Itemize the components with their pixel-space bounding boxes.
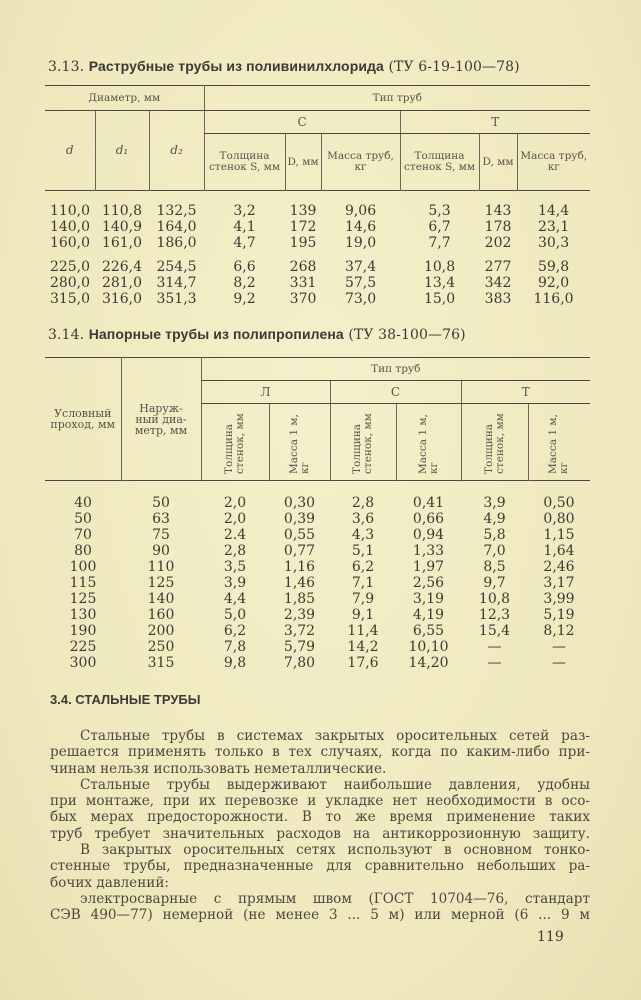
table-cell: 3,6 — [351, 511, 375, 527]
header-mass-l: Масса 1 м, кг — [287, 413, 311, 474]
table-cell: — — [552, 655, 566, 671]
table-cell: 50 — [74, 511, 92, 527]
table-cell: 115 — [69, 575, 97, 591]
table-row — [45, 275, 590, 291]
header-D-c: D, мм — [285, 134, 321, 191]
text-line: В закрытых оросительных сетях используют в основном тонко- — [80, 842, 590, 859]
text-line: бых мерах предосторожности. В то же время применение таких — [50, 809, 590, 826]
table-cell: 7,8 — [223, 639, 247, 655]
table-cell: 110,0 — [49, 203, 91, 219]
table-cell: — — [552, 639, 566, 655]
table-cell: 1,64 — [543, 543, 575, 559]
table-cell: 57,5 — [344, 275, 377, 291]
text-line: чинам нельзя использовать неметаллические. — [50, 760, 387, 777]
table-cell: 14,4 — [537, 203, 570, 219]
table-cell: 5,8 — [483, 527, 506, 543]
table-cell: 2,8 — [351, 495, 375, 511]
header-wall-c: Толщина стенок, мм — [351, 412, 374, 474]
table-cell: 9,2 — [233, 291, 256, 307]
table-standard: (ТУ 38-100—76) — [348, 327, 466, 343]
table-cell: 37,4 — [344, 259, 377, 275]
table-cell: 383 — [484, 291, 512, 307]
table-cell: 130 — [69, 607, 97, 623]
header-nominal: Условный проход, мм — [50, 407, 116, 431]
table-314-body — [45, 481, 590, 672]
table-cell: 0,94 — [412, 527, 445, 543]
table-cell: 8,12 — [543, 623, 575, 639]
table-cell: 3,9 — [223, 575, 247, 591]
table-cell: 8,5 — [483, 559, 506, 575]
table-cell: 2,39 — [283, 607, 316, 623]
table-row — [45, 591, 590, 607]
table-cell: 10,10 — [408, 639, 449, 655]
table-cell: 11,4 — [347, 623, 379, 639]
table-cell: 280,0 — [49, 275, 91, 291]
table-cell: 7,0 — [483, 543, 506, 559]
table-cell: 4,1 — [233, 219, 256, 235]
table-cell: 331 — [289, 275, 317, 291]
table-cell: 225,0 — [49, 259, 91, 275]
table-number: 3.14. — [48, 327, 85, 343]
table-cell: 92,0 — [537, 275, 570, 291]
table-cell: 2,8 — [223, 543, 247, 559]
table-cell: 0,55 — [283, 527, 316, 543]
table-number: 3.13. — [48, 59, 85, 75]
table-cell: 13,4 — [423, 275, 456, 291]
table-313 — [45, 85, 590, 307]
table-cell: 7,1 — [351, 575, 375, 591]
table-cell: 9,8 — [223, 655, 247, 671]
header-type-l: Л — [201, 381, 330, 404]
header-wall-c: Толщина стенок S, мм — [204, 134, 285, 191]
table-row — [45, 623, 590, 639]
header-pipe-type: Тип труб — [204, 86, 590, 111]
header-type-c: С — [204, 111, 400, 134]
table-cell: 14,2 — [347, 639, 379, 655]
table-row — [45, 639, 590, 655]
table-cell: 9,1 — [351, 607, 375, 623]
table-cell: 172 — [289, 219, 317, 235]
table-cell: 7,7 — [428, 235, 451, 251]
table-cell: 0,30 — [283, 495, 316, 511]
table-cell: 50 — [152, 495, 170, 511]
table-cell: 1,15 — [543, 527, 575, 543]
text-line: Стальные трубы выдерживают наибольшие давления, удобны — [80, 776, 590, 793]
table-cell: 3,17 — [543, 575, 575, 591]
header-mass-t: Масса 1 м, кг — [547, 413, 571, 474]
table-cell: 9,7 — [483, 575, 506, 591]
table-314-title — [48, 326, 466, 343]
table-cell: 14,20 — [408, 655, 449, 671]
table-row — [45, 543, 590, 559]
table-cell: 7,9 — [351, 591, 375, 607]
table-cell: 226,4 — [101, 259, 143, 275]
table-cell: 73,0 — [344, 291, 377, 307]
table-cell: 161,0 — [101, 235, 143, 251]
table-cell: 4,19 — [412, 607, 445, 623]
table-cell: 315 — [147, 655, 175, 671]
table-cell: 254,5 — [156, 259, 197, 275]
table-313-body — [45, 191, 590, 308]
table-standard: (ТУ 6-19-100—78) — [388, 59, 520, 75]
table-row — [45, 291, 590, 307]
table-cell: 351,3 — [156, 291, 197, 307]
table-row — [45, 481, 590, 512]
table-row — [45, 235, 590, 251]
table-row — [45, 655, 590, 671]
table-row — [45, 527, 590, 543]
table-314 — [45, 357, 590, 671]
table-cell: 90 — [152, 543, 170, 559]
header-type-c: С — [330, 381, 461, 404]
table-cell: 3,72 — [283, 623, 316, 639]
table-cell: 30,3 — [537, 235, 570, 251]
table-cell: 40 — [74, 495, 92, 511]
table-cell: 59,8 — [537, 259, 570, 275]
table-cell: 0,39 — [283, 511, 316, 527]
text-line: электросварные с прямым швом (ГОСТ 10704—76, стандарт — [80, 890, 590, 907]
table-cell: 1,33 — [412, 543, 445, 559]
table-row — [45, 575, 590, 591]
table-cell: 143 — [484, 203, 512, 219]
table-cell: 1,16 — [283, 559, 316, 575]
table-row — [45, 511, 590, 527]
header-mass-t: Масса труб, кг — [517, 134, 590, 191]
table-cell: 277 — [484, 259, 512, 275]
table-row — [45, 607, 590, 623]
table-cell: 4,7 — [233, 235, 256, 251]
table-cell: 195 — [289, 235, 317, 251]
table-cell: 1,46 — [283, 575, 316, 591]
text-line: решается применять только в тех случаях, когда по каким-либо при- — [50, 744, 590, 761]
table-cell: 5,19 — [543, 607, 575, 623]
table-row — [45, 219, 590, 235]
table-cell: 3,99 — [543, 591, 575, 607]
table-cell: 110,8 — [101, 203, 143, 219]
table-cell: 3,2 — [233, 203, 256, 219]
table-cell: 300 — [69, 655, 97, 671]
table-cell: 9,06 — [344, 203, 377, 219]
table-row — [45, 191, 590, 220]
table-cell: 250 — [147, 639, 175, 655]
table-cell: 342 — [484, 275, 512, 291]
text-line: Стальные трубы в системах закрытых оросительных сетей раз- — [80, 728, 590, 744]
table-cell: 6,2 — [223, 623, 247, 639]
table-row — [45, 559, 590, 575]
text-line: СЭВ 490—77) немерной (не менее 3 ... 5 м) или мерной (6 ... 9 м — [50, 907, 590, 924]
table-cell: 12,3 — [478, 607, 511, 623]
table-cell: 160,0 — [49, 235, 91, 251]
table-cell: 110 — [147, 559, 175, 575]
header-wall-l: Толщина стенок, мм — [223, 412, 246, 474]
header-type-t: Т — [400, 111, 590, 134]
table-cell: 125 — [69, 591, 97, 607]
table-cell: — — [487, 655, 502, 671]
table-cell: 4,9 — [483, 511, 506, 527]
table-title-text: Напорные трубы из полипропилена — [88, 326, 344, 342]
table-cell: 268 — [289, 259, 317, 275]
table-cell: 314,7 — [156, 275, 197, 291]
table-cell: 14,6 — [344, 219, 377, 235]
table-cell: 80 — [74, 543, 92, 559]
table-cell: 116,0 — [533, 291, 574, 307]
table-cell: 23,1 — [537, 219, 570, 235]
table-title-text: Раструбные трубы из поливинилхлорида — [88, 58, 384, 74]
table-cell: 4,3 — [351, 527, 375, 543]
table-cell: 164,0 — [156, 219, 197, 235]
table-cell: 6,6 — [233, 259, 256, 275]
table-cell: 370 — [289, 291, 317, 307]
table-cell: 140 — [147, 591, 175, 607]
section-body — [50, 728, 590, 924]
header-d: d — [65, 143, 74, 157]
table-cell: 125 — [147, 575, 175, 591]
header-type-t: Т — [461, 381, 590, 404]
table-cell: 2,0 — [223, 511, 247, 527]
table-cell: 19,0 — [344, 235, 377, 251]
table-cell: 281,0 — [101, 275, 143, 291]
page-number: 119 — [537, 929, 564, 945]
header-outer-diameter: Наруж-ный диа-метр, мм — [121, 358, 201, 481]
header-mass-c: Масса труб, кг — [321, 134, 400, 191]
table-cell: 10,8 — [423, 259, 456, 275]
table-cell: 4,4 — [223, 591, 247, 607]
table-cell: 100 — [69, 559, 97, 575]
table-cell: 140,0 — [49, 219, 91, 235]
table-cell: 1,85 — [283, 591, 316, 607]
table-cell: 2,56 — [412, 575, 445, 591]
section-heading: 3.4. СТАЛЬНЫЕ ТРУБЫ — [50, 692, 201, 707]
table-cell: 190 — [69, 623, 97, 639]
table-cell: 2,46 — [543, 559, 575, 575]
header-pipe-type: Тип труб — [201, 358, 590, 381]
table-cell: 63 — [152, 511, 170, 527]
table-cell: 200 — [147, 623, 175, 639]
table-313-title — [48, 58, 520, 75]
table-cell: 0,66 — [412, 511, 445, 527]
text-line: при монтаже, при их перевозке и укладке нет необходимости в осо- — [50, 793, 590, 810]
table-cell: 0,50 — [543, 495, 575, 511]
table-cell: 5,79 — [283, 639, 316, 655]
table-cell: 17,6 — [347, 655, 379, 671]
table-cell: 5,3 — [428, 203, 451, 219]
table-cell: 75 — [152, 527, 170, 543]
table-cell: 178 — [484, 219, 512, 235]
table-cell: 3,5 — [223, 559, 247, 575]
header-wall-t: Толщина стенок S, мм — [400, 134, 479, 191]
table-cell: 186,0 — [156, 235, 197, 251]
table-cell: 2.4 — [223, 527, 247, 543]
table-cell: 6,7 — [428, 219, 451, 235]
table-cell: 0,41 — [412, 495, 445, 511]
text-line: стенные трубы, предназначенные для сравнительно небольших ра- — [50, 858, 590, 875]
table-cell: 1,97 — [412, 559, 445, 575]
table-cell: 140,9 — [101, 219, 143, 235]
table-cell: 160 — [147, 607, 175, 623]
table-cell: 139 — [289, 203, 317, 219]
table-cell: 6,55 — [412, 623, 445, 639]
table-cell: 10,8 — [478, 591, 511, 607]
table-cell: 316,0 — [101, 291, 143, 307]
table-cell: — — [487, 639, 502, 655]
table-cell: 15,4 — [478, 623, 511, 639]
table-cell: 8,2 — [233, 275, 256, 291]
table-cell: 15,0 — [423, 291, 456, 307]
table-cell: 5,0 — [223, 607, 247, 623]
text-line: бочих давлений: — [50, 874, 169, 891]
header-wall-t: Толщина стенок, мм — [482, 412, 506, 474]
table-cell: 2,0 — [223, 495, 247, 511]
header-diameter: Диаметр, мм — [45, 86, 204, 111]
header-d1: d₁ — [95, 111, 149, 191]
table-cell: 0,77 — [283, 543, 316, 559]
table-cell: 5,1 — [351, 543, 375, 559]
header-D-t: D, мм — [479, 134, 517, 191]
header-mass-c: Масса 1 м, кг — [416, 413, 440, 474]
table-cell: 7,80 — [283, 655, 316, 671]
text-line: труб требует значительных расходов на антикоррозионную защиту. — [50, 825, 590, 842]
table-cell: 202 — [484, 235, 512, 251]
table-cell: 3,19 — [412, 591, 445, 607]
table-cell: 70 — [74, 527, 92, 543]
table-cell: 225 — [69, 639, 97, 655]
table-cell: 3,9 — [483, 495, 506, 511]
table-cell: 0,80 — [543, 511, 575, 527]
header-d2: d₂ — [149, 111, 204, 191]
table-cell: 132,5 — [156, 203, 197, 219]
table-row — [45, 251, 590, 275]
table-cell: 6,2 — [351, 559, 375, 575]
table-cell: 315,0 — [49, 291, 91, 307]
